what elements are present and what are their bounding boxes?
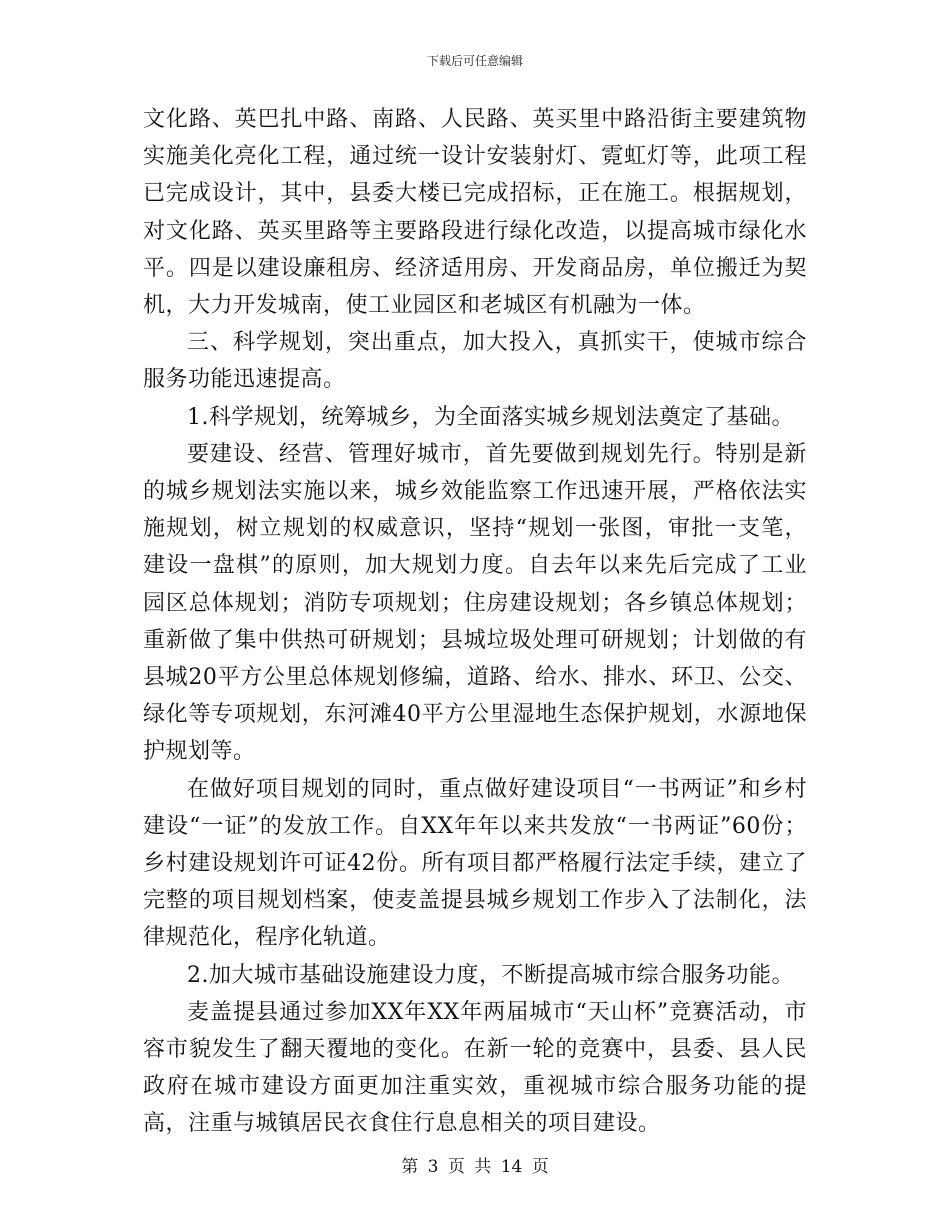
page-header: 下载后可任意编辑 — [426, 54, 523, 68]
document-body — [143, 101, 807, 1143]
paragraph-permits: 在做好项目规划的同时，重点做好建设项目“一书两证”和乡村建设“一证”的发放工作。自XX年年以来共发放“一书两证”60份；乡村建设规划许可证42份。所有项目都严格履行法定手续，建立了完整的项目规划档案，使麦盖提县城乡规划工作步入了法制化，法律规范化，程序化轨道。 — [143, 776, 807, 951]
paragraph-planning: 要建设、经营、管理好城市，首先要做到规划先行。特别是新的城乡规划法实施以来，城乡效能监察工作迅速开展，严格依法实施规划，树立规划的权威意识，坚持“规划一张图，审批一支笔，建设一盘棋”的原则，加大规划力度。自去年以来先后完成了工业园区总体规划；消防专项规划；住房建设规划；各乡镇总体规划；重新做了集中供热可研规划；县城垃圾处理可研规划；计划做的有县城20平方公里总体规划修编，道路、给水、排水、环卫、公交、绿化等专项规划，东河滩40平方公里湿地生态保护规划，水源地保护规划等。 — [143, 441, 807, 765]
paragraph-continuation: 文化路、英巴扎中路、南路、人民路、英买里中路沿街主要建筑物实施美化亮化工程，通过统一设计安装射灯、霓虹灯等，此项工程已完成设计，其中，县委大楼已完成招标，正在施工。根据规划，对文化路、英买里路等主要路段进行绿化改造，以提高城市绿化水平。四是以建设廉租房、经济适用房、开发商品房，单位搬迁为契机，大力开发城南，使工业园区和老城区有机融为一体。 — [143, 107, 807, 319]
section-heading-three: 三、科学规划，突出重点，加大投入，真抓实干，使城市综合服务功能迅速提高。 — [143, 330, 807, 393]
subheading-planning: 1.科学规划，统筹城乡，为全面落实城乡规划法奠定了基础。 — [187, 404, 794, 430]
page-number-footer: 第 3 页 共 14 页 — [401, 1157, 549, 1177]
paragraph-infrastructure: 麦盖提县通过参加XX年XX年两届城市“天山杯”竞赛活动，市容市貌发生了翻天覆地的变化。在新一轮的竞赛中，县委、县人民政府在城市建设方面更加注重实效，重视城市综合服务功能的提高，注重与城镇居民衣食住行息息相关的项目建设。 — [143, 999, 807, 1137]
subheading-infrastructure: 2.加大城市基础设施建设力度，不断提高城市综合服务功能。 — [187, 962, 794, 988]
